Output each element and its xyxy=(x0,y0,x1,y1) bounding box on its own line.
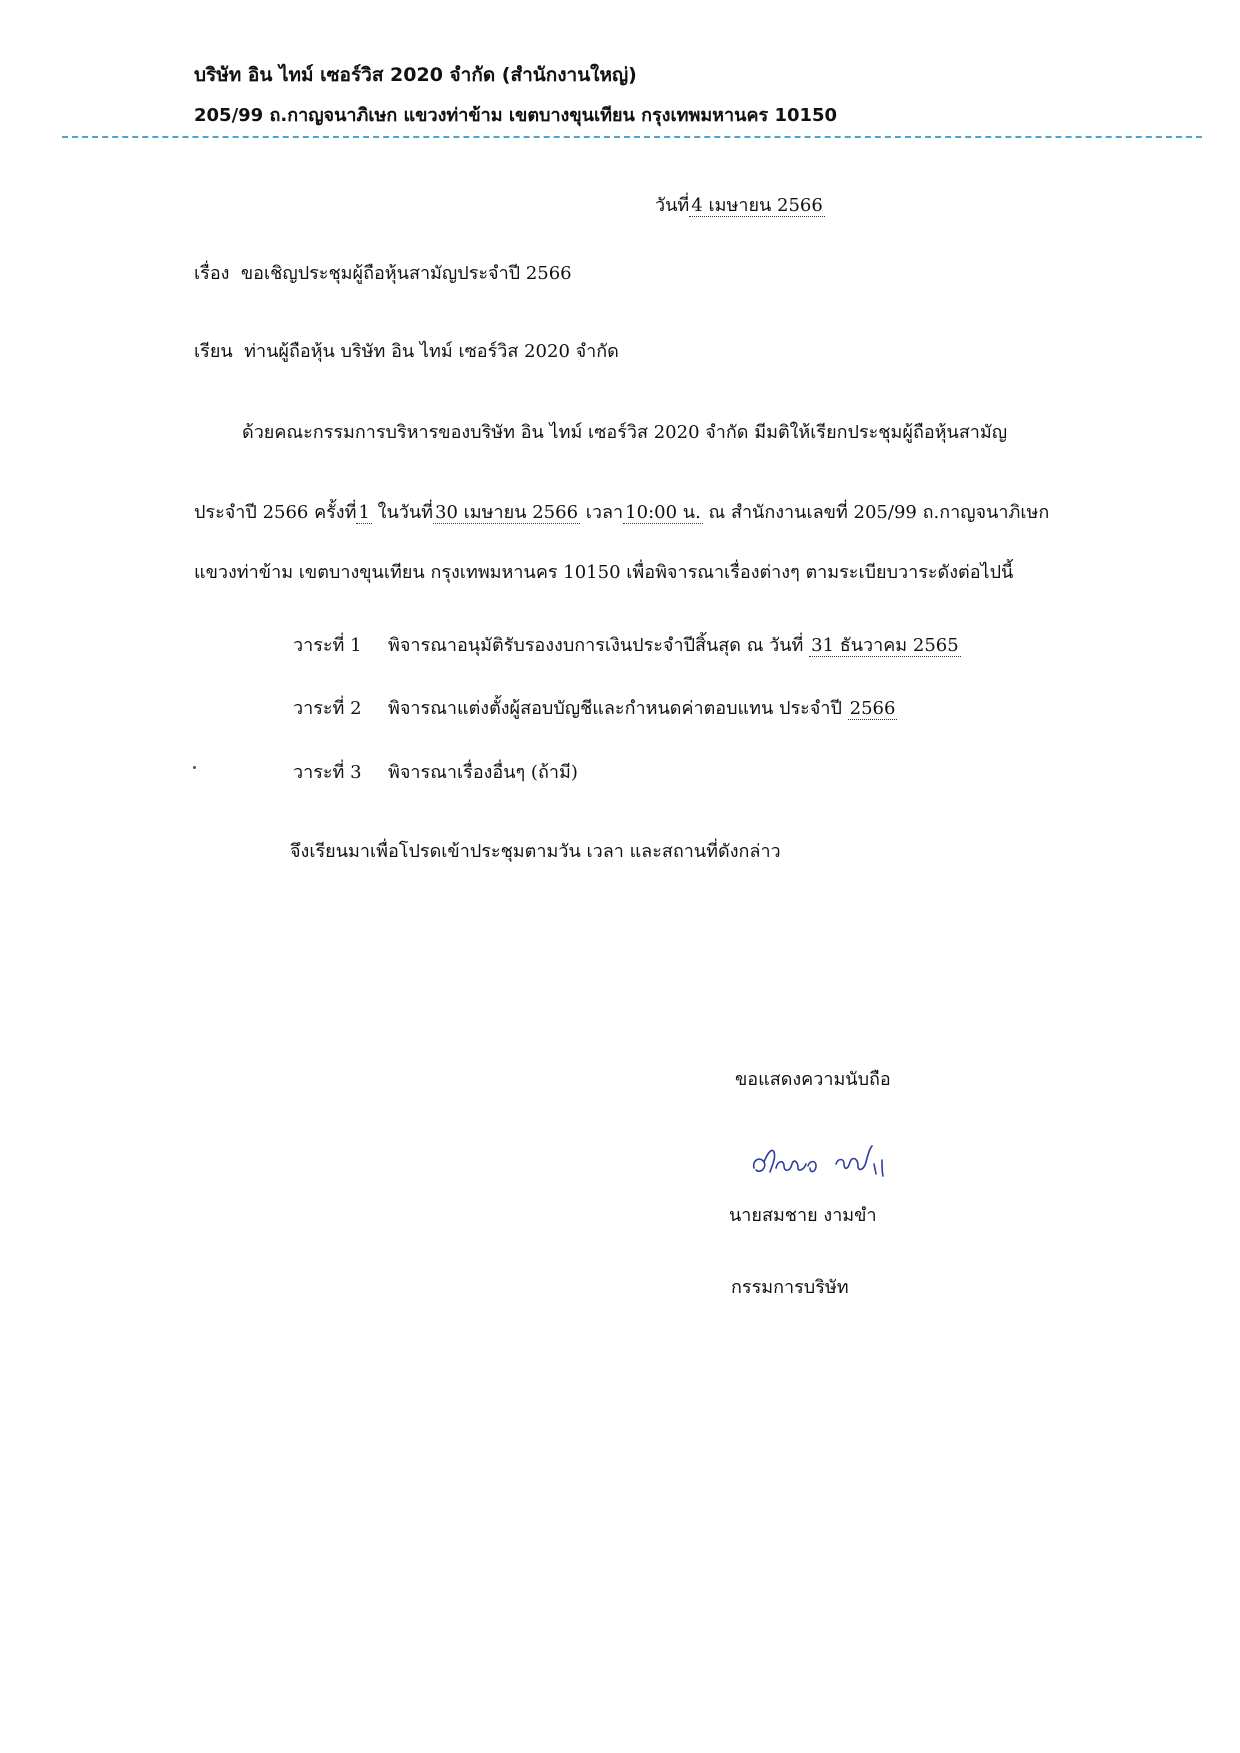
date-prefix: วันที่ xyxy=(655,195,690,216)
closing-line: จึงเรียนมาเพื่อโปรดเข้าประชุมตามวัน เวลา และสถานที่ดังกล่าว xyxy=(290,841,781,862)
signature-drawing xyxy=(748,1138,898,1188)
meeting-number: 1 xyxy=(358,502,370,523)
body-line-1: ด้วยคณะกรรมการบริหารของบริษัท อิน ไทม์ เซอร์วิส 2020 จำกัด มีมติให้เรียกประชุมผู้ถือหุ้นสามัญ xyxy=(242,422,1008,443)
agenda-item-2 xyxy=(293,693,897,722)
body-line-2 xyxy=(194,497,1049,526)
signer-title: กรรมการบริษัท xyxy=(731,1277,849,1298)
recipient-line xyxy=(194,336,619,365)
subject-line xyxy=(194,258,572,287)
regards-text: ขอแสดงความนับถือ xyxy=(735,1069,891,1090)
recipient-text: ท่านผู้ถือหุ้น บริษัท อิน ไทม์ เซอร์วิส 2020 จำกัด xyxy=(244,341,619,362)
agenda-text: พิจารณาเรื่องอื่นๆ (ถ้ามี) xyxy=(388,762,578,783)
agenda-number: วาระที่ 2 xyxy=(293,698,362,719)
date-value: 4 เมษายน 2566 xyxy=(691,195,823,216)
letter-date xyxy=(655,190,825,219)
subject-text: ขอเชิญประชุมผู้ถือหุ้นสามัญประจำปี 2566 xyxy=(240,263,572,284)
agenda-underlined: 2566 xyxy=(849,698,896,719)
meeting-date: 30 เมษายน 2566 xyxy=(435,502,579,523)
stray-mark xyxy=(193,766,196,769)
body-line-3: แขวงท่าข้าม เขตบางขุนเทียน กรุงเทพมหานคร 10150 เพื่อพิจารณาเรื่องต่างๆ ตามระเบียบวาระดังต่อไปนี้ xyxy=(194,562,1014,583)
body-line-2-b: ในวันที่ xyxy=(377,502,434,523)
subject-label: เรื่อง xyxy=(194,263,230,284)
signer-name: นายสมชาย งามขำ xyxy=(729,1205,877,1226)
agenda-text: พิจารณาแต่งตั้งผู้สอบบัญชีและกำหนดค่าตอบแทน ประจำปี xyxy=(388,698,842,719)
agenda-underlined: 31 ธันวาคม 2565 xyxy=(811,635,959,656)
letterhead-divider xyxy=(62,136,1202,138)
agenda-item-3 xyxy=(293,757,578,786)
agenda-number: วาระที่ 1 xyxy=(293,635,362,656)
company-address: 205/99 ถ.กาญจนาภิเษก แขวงท่าข้าม เขตบางขุนเทียน กรุงเทพมหานคร 10150 xyxy=(194,105,838,126)
agenda-number: วาระที่ 3 xyxy=(293,762,362,783)
body-line-2-c: เวลา xyxy=(585,502,624,523)
body-line-2-a: ประจำปี 2566 ครั้งที่ xyxy=(194,502,357,523)
agenda-item-1 xyxy=(293,630,961,659)
body-line-2-d: ณ สำนักงานเลขที่ 205/99 ถ.กาญจนาภิเษก xyxy=(708,502,1050,523)
handwritten-signature xyxy=(748,1138,898,1192)
recipient-label: เรียน xyxy=(194,341,233,362)
agenda-text: พิจารณาอนุมัติรับรองงบการเงินประจำปีสิ้นสุด ณ วันที่ xyxy=(388,635,804,656)
meeting-time: 10:00 น. xyxy=(625,502,701,523)
company-name: บริษัท อิน ไทม์ เซอร์วิส 2020 จำกัด (สำนักงานใหญ่) xyxy=(194,64,637,86)
